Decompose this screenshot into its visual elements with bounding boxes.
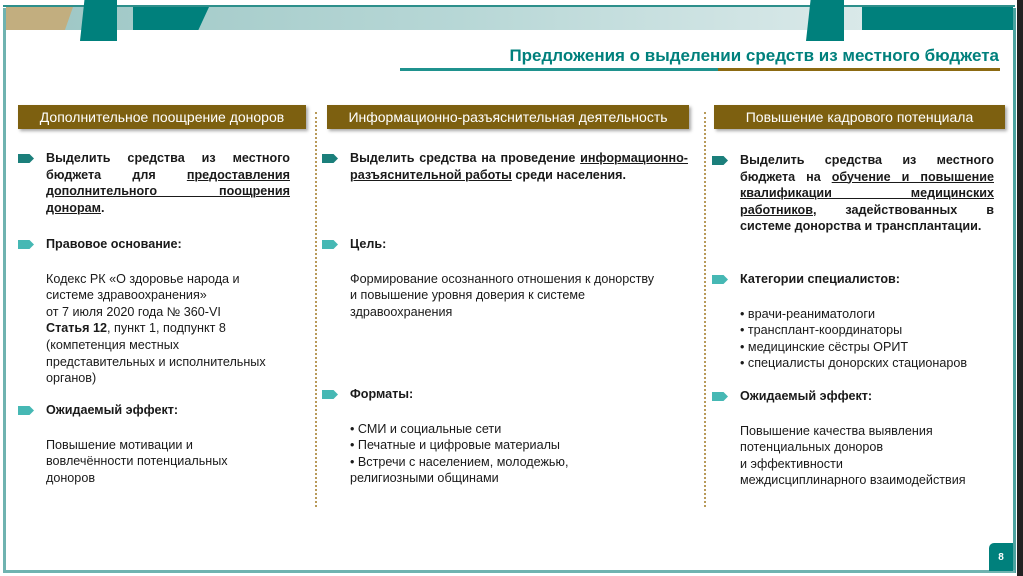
section-text: Повышение качества выявления потенциальных доноров и эффективности междисциплинарного взаимодействия — [740, 423, 966, 488]
section-text: • врачи-реаниматологи • трансплант-координаторы • медицинские сёстры ОРИТ • специалисты донорских стационаров — [740, 306, 968, 371]
section-text: Формирование осознанного отношения к донорству и повышение уровня доверия к системе здравоохранения — [350, 271, 655, 319]
banner-teal-slab — [806, 0, 844, 41]
arrow-bullet-icon — [712, 392, 728, 401]
arrow-bullet-icon — [18, 154, 34, 163]
section-text: • СМИ и социальные сети • Печатные и цифровые материалы • Встречи с населением, молодежью, религиозными общинами — [350, 421, 569, 486]
column-header-information-activity: Информационно-разъяснительная деятельность — [327, 105, 689, 129]
expected-effect-section — [712, 388, 994, 489]
banner-teal-slab — [80, 0, 117, 41]
frame-bottom-border — [3, 570, 1015, 573]
frame-left-border — [3, 8, 6, 572]
section-label: Ожидаемый эффект: — [740, 389, 873, 403]
arrow-bullet-icon — [712, 275, 728, 284]
specialist-categories-section — [712, 271, 994, 372]
arrow-bullet-icon — [712, 156, 728, 165]
formats-section — [322, 386, 688, 487]
section-label: Категории специалистов: — [740, 272, 900, 286]
banner-teal-shape — [133, 7, 209, 30]
article-reference: Статья 12 — [46, 321, 108, 336]
legal-basis-section — [18, 236, 290, 387]
lead-item — [18, 150, 290, 216]
page-number-badge: 8 — [989, 543, 1013, 571]
lead-text: Выделить средства из местного бюджета для предоставления дополнительного поощрения донорам. — [46, 151, 290, 215]
section-text: Кодекс РК «О здоровье народа и системе здравоохранения» от 7 июля 2020 года № 360-VI Статья 12, пункт 1, подпункт 8 (компетенция местных представительных и исполнительных органов) — [46, 271, 266, 386]
expected-effect-section — [18, 402, 290, 486]
arrow-bullet-icon — [18, 406, 34, 415]
arrow-bullet-icon — [322, 390, 338, 399]
goal-section — [322, 236, 688, 320]
lead-underlined: информационно-разъяснительной работы — [350, 151, 688, 182]
lead-underlined: обучение и повышение квалификации медицинских работников — [740, 169, 994, 217]
column-header-staff-potential: Повышение кадрового потенциала — [714, 105, 1005, 129]
window-edge — [1017, 0, 1023, 576]
column-header-donor-incentives: Дополнительное поощрение доноров — [18, 105, 306, 129]
lead-text: Выделить средства на проведение информационно-разъяснительной работы среди населения. — [350, 151, 688, 182]
title-underline-teal — [400, 68, 718, 71]
lead-underlined: предоставления дополнительного поощрения донорам — [46, 167, 290, 215]
banner-tan-shape — [6, 7, 73, 30]
section-label: Цель: — [350, 237, 387, 251]
arrow-bullet-icon — [322, 240, 338, 249]
lead-item — [712, 152, 994, 235]
banner-teal-shape — [862, 7, 1013, 30]
section-text: Повышение мотивации и вовлечённости потенциальных доноров — [46, 437, 228, 485]
page-title: Предложения о выделении средств из местного бюджета — [509, 46, 999, 65]
column-divider — [315, 112, 317, 507]
section-label: Правовое основание: — [46, 237, 182, 251]
section-label: Ожидаемый эффект: — [46, 403, 179, 417]
section-label: Форматы: — [350, 387, 414, 401]
title-underline-gold — [718, 68, 1000, 71]
arrow-bullet-icon — [322, 154, 338, 163]
frame-right-border — [1013, 8, 1016, 573]
lead-text: Выделить средства из местного бюджета на обучение и повышение квалификации медицинских работников, задействованных в системе донорства и трансплантации. — [740, 153, 994, 234]
lead-item — [322, 150, 688, 183]
column-divider — [704, 112, 706, 507]
arrow-bullet-icon — [18, 240, 34, 249]
